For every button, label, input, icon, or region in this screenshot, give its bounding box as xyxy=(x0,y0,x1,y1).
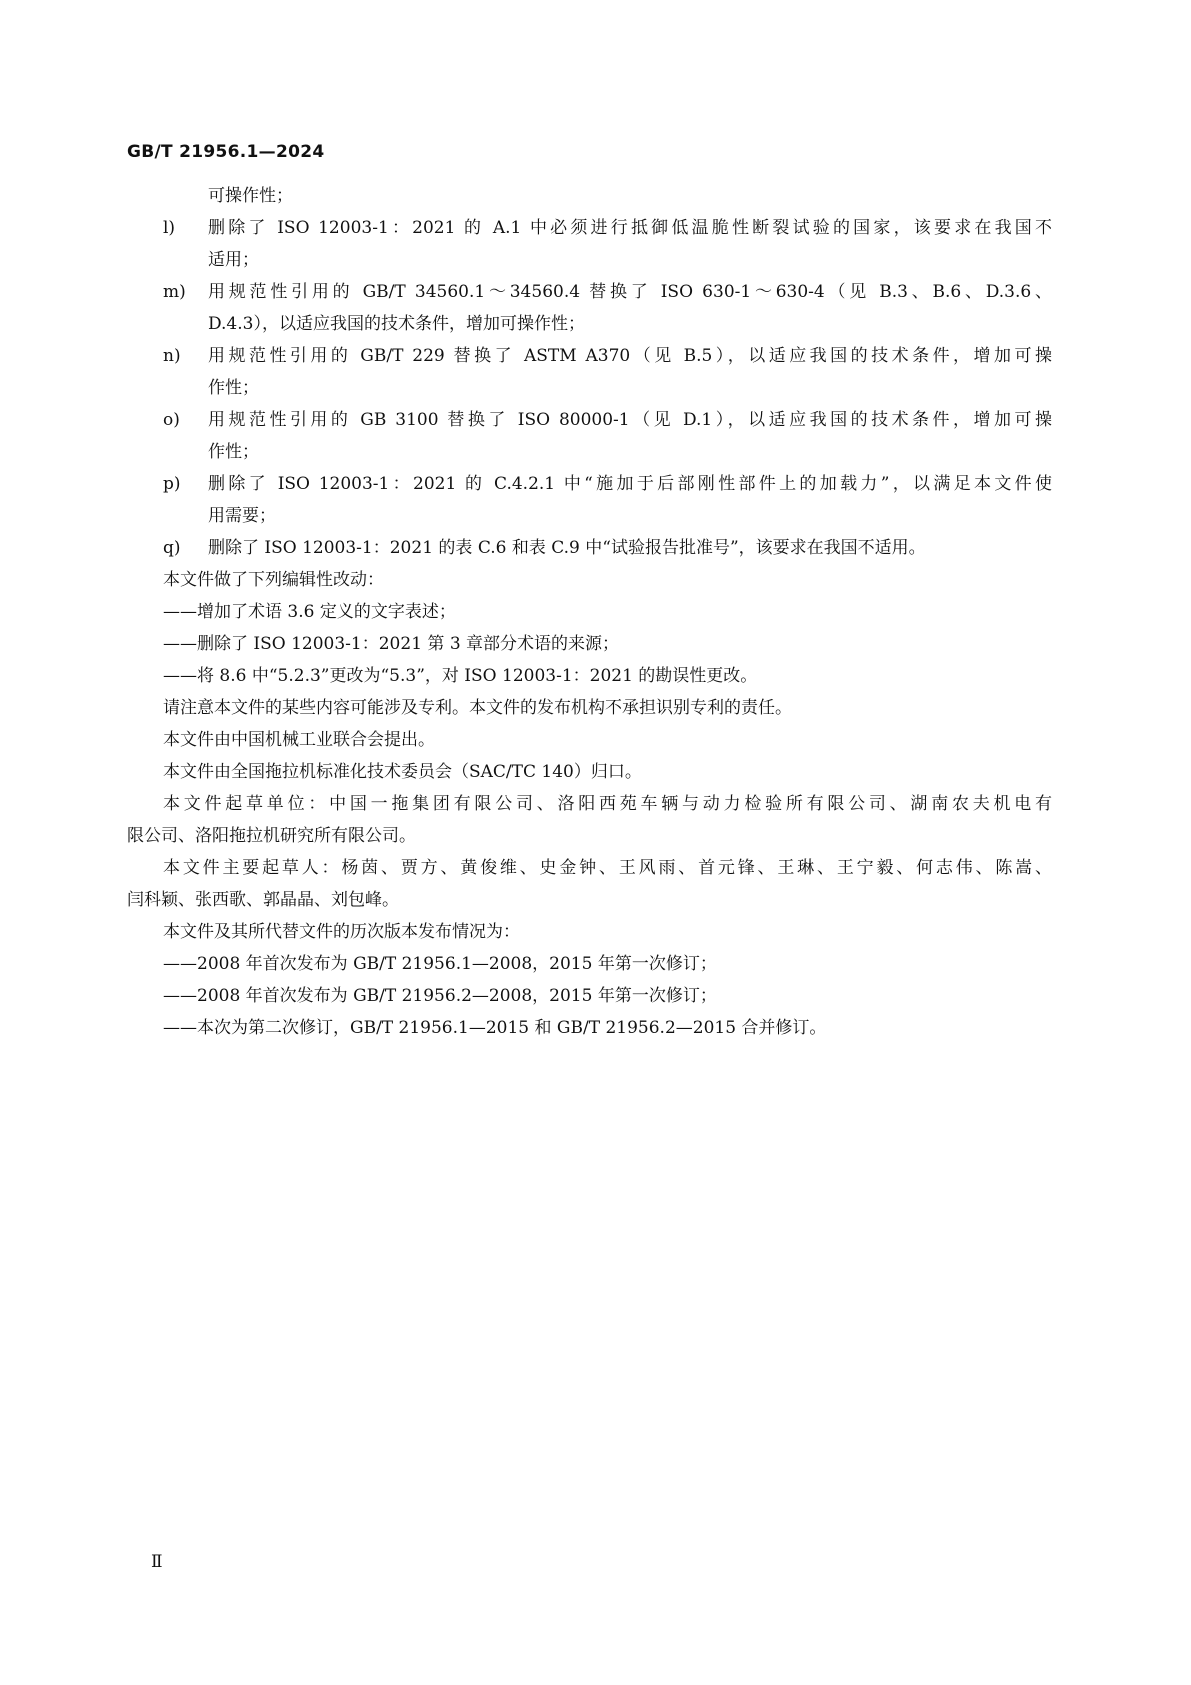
list-item-n-line1: 用规范性引用的 GB/T 229 替换了 ASTM A370（见 B.5），以适应我国的技术条件，增加可操 xyxy=(208,346,1052,366)
standard-number-header: GB/T 21956.1—2024 xyxy=(127,142,325,162)
editorial-item-1: ——增加了术语 3.6 定义的文字表述； xyxy=(163,602,456,622)
history-item-3: ——本次为第二次修订，GB/T 21956.1—2015 和 GB/T 21956.2—2015 合并修订。 xyxy=(163,1018,827,1038)
drafting-units-line2: 限公司、洛阳拖拉机研究所有限公司。 xyxy=(127,826,416,846)
list-item-label-p: p) xyxy=(163,474,181,494)
history-item-1: ——2008 年首次发布为 GB/T 21956.1—2008，2015 年第一次修订； xyxy=(163,954,717,974)
list-item-label-q: q) xyxy=(163,538,181,558)
history-item-2: ——2008 年首次发布为 GB/T 21956.2—2008，2015 年第一次修订； xyxy=(163,986,717,1006)
editorial-intro: 本文件做了下列编辑性改动： xyxy=(163,570,384,590)
drafters-line1: 本文件主要起草人：杨茵、贾方、黄俊维、史金钟、王风雨、首元锋、王琳、王宁毅、何志伟、陈嵩、 xyxy=(163,858,1052,878)
managed-by: 本文件由全国拖拉机标准化技术委员会（SAC/TC 140）归口。 xyxy=(163,762,642,782)
editorial-item-3: ——将 8.6 中“5.2.3”更改为“5.3”，对 ISO 12003-1：2021 的勘误性更改。 xyxy=(163,666,758,686)
list-item-l-line2: 适用； xyxy=(208,250,259,270)
list-item-p-line1: 删除了 ISO 12003-1：2021 的 C.4.2.1 中“施加于后部刚性部件上的加载力”，以满足本文件使 xyxy=(208,474,1052,494)
list-item-m-line2: D.4.3），以适应我国的技术条件，增加可操作性； xyxy=(208,314,585,334)
patent-notice: 请注意本文件的某些内容可能涉及专利。本文件的发布机构不承担识别专利的责任。 xyxy=(163,698,792,718)
editorial-item-2: ——删除了 ISO 12003-1：2021 第 3 章部分术语的来源； xyxy=(163,634,620,654)
list-item-label-m: m) xyxy=(163,282,186,302)
list-item-o-line1: 用规范性引用的 GB 3100 替换了 ISO 80000-1（见 D.1），以适应我国的技术条件，增加可操 xyxy=(208,410,1052,430)
list-item-n-line2: 作性； xyxy=(208,378,259,398)
drafting-units-line1: 本文件起草单位：中国一拖集团有限公司、洛阳西苑车辆与动力检验所有限公司、湖南农夫机电有 xyxy=(163,794,1052,814)
proposed-by: 本文件由中国机械工业联合会提出。 xyxy=(163,730,435,750)
list-item-p-line2: 用需要； xyxy=(208,506,276,526)
list-item-q-line1: 删除了 ISO 12003-1：2021 的表 C.6 和表 C.9 中“试验报告批准号”，该要求在我国不适用。 xyxy=(208,538,926,558)
list-item-label-o: o) xyxy=(163,410,180,430)
history-intro: 本文件及其所代替文件的历次版本发布情况为： xyxy=(163,922,520,942)
list-item-m-line1: 用规范性引用的 GB/T 34560.1～34560.4 替换了 ISO 630-1～630-4（见 B.3、B.6、D.3.6、 xyxy=(208,282,1052,302)
list-item-label-l: l) xyxy=(163,218,176,238)
drafters-line2: 闫科颖、张西歌、郭晶晶、刘包峰。 xyxy=(127,890,399,910)
list-item-o-line2: 作性； xyxy=(208,442,259,462)
list-item-l-line1: 删除了 ISO 12003-1：2021 的 A.1 中必须进行抵御低温脆性断裂试验的国家，该要求在我国不 xyxy=(208,218,1052,238)
page-number: Ⅱ xyxy=(151,1552,163,1572)
continuation-line: 可操作性； xyxy=(208,186,293,206)
list-item-label-n: n) xyxy=(163,346,181,366)
